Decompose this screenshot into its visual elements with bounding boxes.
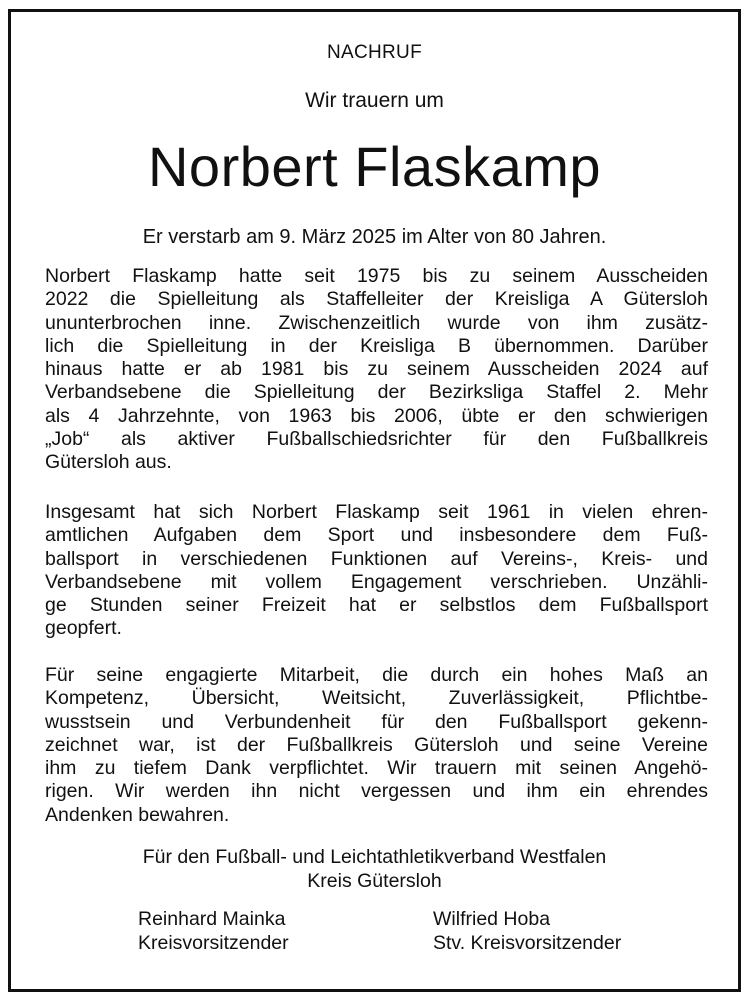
text-line: rigen. Wir werden ihn nicht vergessen und ihm ein ehrendes: [45, 780, 708, 803]
signatory-right: [433, 907, 621, 955]
signatory-role: Kreisvorsitzender: [138, 932, 289, 954]
text-line: „Job“ als aktiver Fußballschiedsrichter für den Fußballkreis: [45, 428, 708, 451]
text-line: Kompetenz, Übersicht, Weitsicht, Zuverlässigkeit, Pflichtbe-: [45, 687, 708, 710]
text-line: Norbert Flaskamp hatte seit 1975 bis zu seinem Ausscheiden: [45, 265, 708, 287]
text-line: lich die Spielleitung in der Kreisliga B übernommen. Darüber: [45, 334, 708, 357]
text-line: als 4 Jahrzehnte, von 1963 bis 2006, übte er den schwierigen: [45, 404, 708, 427]
text-line: 2022 die Spielleitung als Staffelleiter der Kreisliga A Gütersloh: [45, 288, 708, 311]
text-line: zeichnet war, ist der Fußballkreis Gütersloh und seine Vereine: [45, 733, 708, 756]
organization-block: [11, 845, 738, 893]
paragraph-career: [45, 265, 708, 475]
text-line: Andenken bewahren.: [45, 803, 230, 826]
text-line: Gütersloh aus.: [45, 451, 172, 474]
signatory-role: Stv. Kreisvorsitzender: [433, 932, 622, 954]
text-line: amtlichen Aufgaben dem Sport und insbesondere dem Fuß-: [45, 524, 708, 547]
notice-kicker: NACHRUF: [327, 42, 422, 63]
text-line: ballsport in verschiedenen Funktionen auf Vereins-, Kreis- und: [45, 547, 708, 570]
signatory-name: Wilfried Hoba: [433, 908, 551, 930]
text-line: Für seine engagierte Mitarbeit, die durch ein hohes Maß an: [45, 664, 708, 686]
signatory-left: [138, 907, 289, 955]
organization-district: Kreis Gütersloh: [307, 870, 442, 892]
paragraph-gratitude: [45, 664, 708, 827]
text-line: hinaus hatte er ab 1981 bis zu seinem Ausscheiden 2024 auf: [45, 358, 708, 381]
organization-name: Für den Fußball- und Leichtathletikverband Westfalen: [142, 846, 607, 868]
text-line: ihm zu tiefem Dank verpflichtet. Wir trauern mit seinen Angehö-: [45, 757, 708, 780]
death-note: Er verstarb am 9. März 2025 im Alter von 80 Jahren.: [142, 226, 607, 248]
text-line: Verbandsebene mit vollem Engagement verschrieben. Unzähli-: [45, 570, 708, 593]
signatory-name: Reinhard Mainka: [138, 908, 286, 930]
text-line: geopfert.: [45, 617, 122, 640]
text-line: ge Stunden seiner Freizeit hat er selbstlos dem Fußballsport: [45, 594, 708, 617]
text-line: Verbandsebene die Spielleitung der Bezirksliga Staffel 2. Mehr: [45, 381, 708, 404]
text-line: wusstsein und Verbundenheit für den Fußballsport gekenn-: [45, 710, 708, 733]
text-line: ununterbrochen inne. Zwischenzeitlich wurde von ihm zusätz-: [45, 311, 708, 334]
deceased-name: Norbert Flaskamp: [147, 135, 602, 198]
text-line: Insgesamt hat sich Norbert Flaskamp seit 1961 in vielen ehren-: [45, 501, 708, 523]
paragraph-volunteer: [45, 501, 708, 641]
notice-intro: Wir trauern um: [305, 89, 444, 112]
obituary-notice: [8, 9, 741, 992]
